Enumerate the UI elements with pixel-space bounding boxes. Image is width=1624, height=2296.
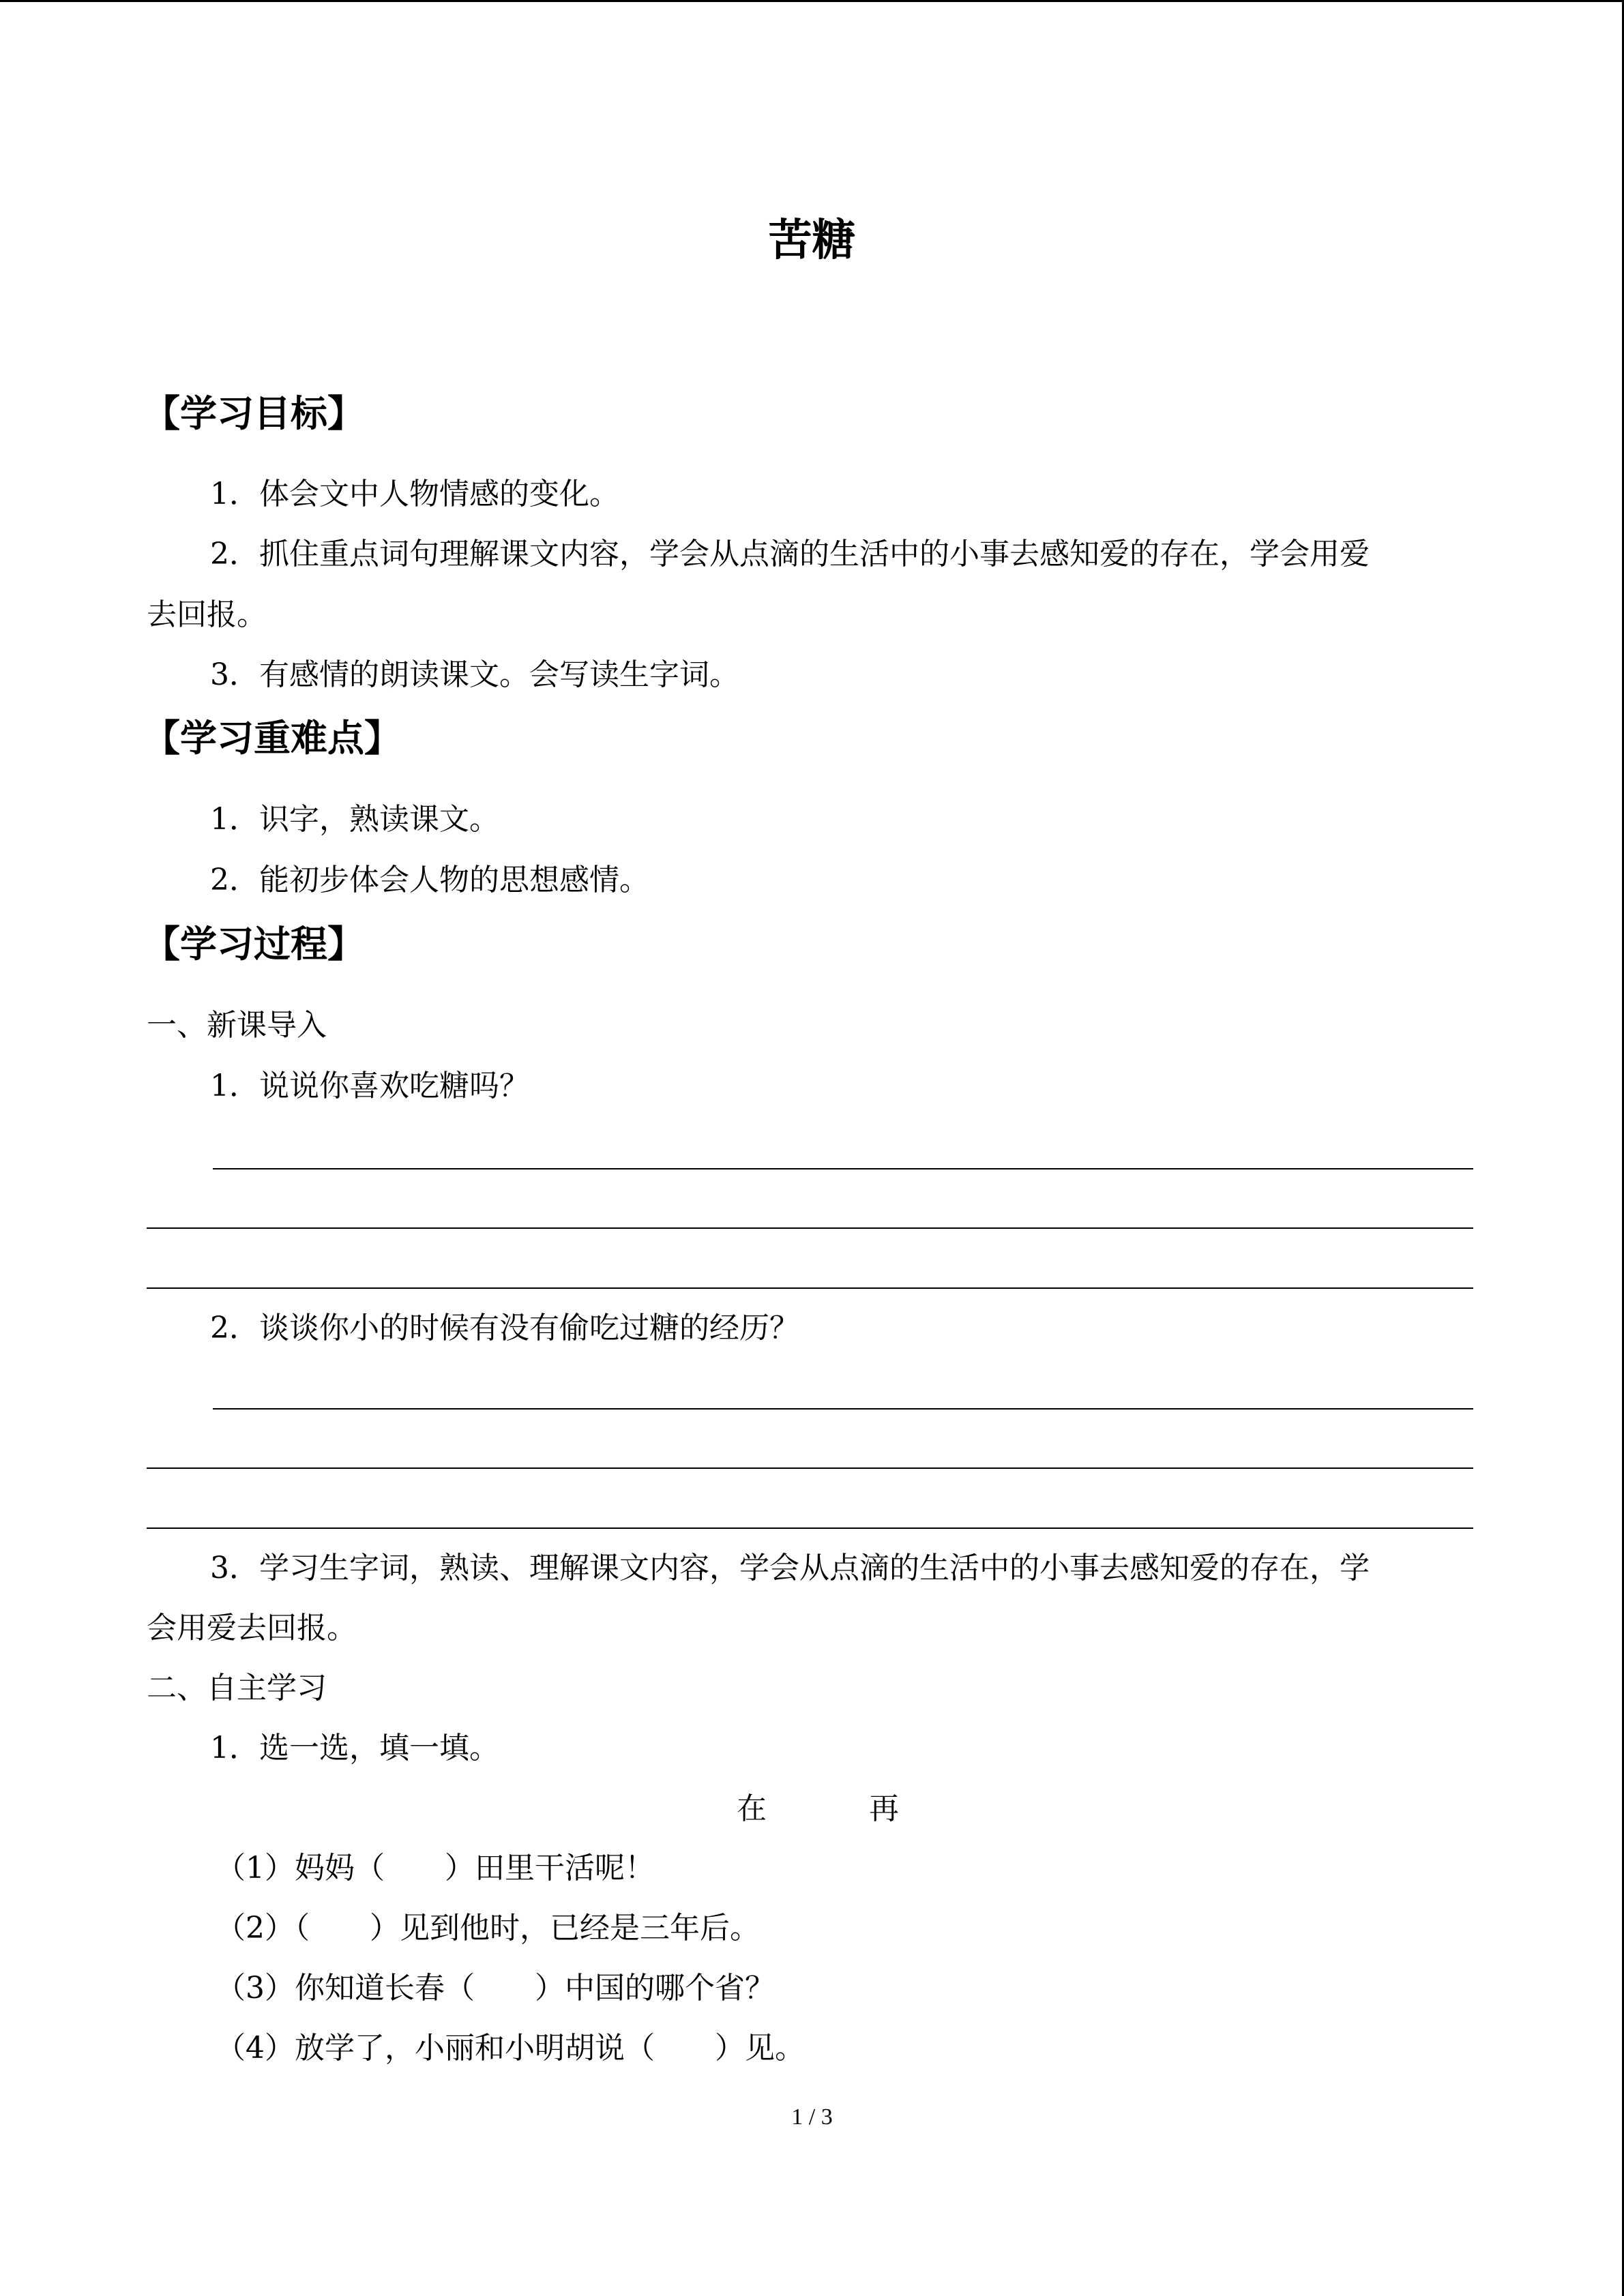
goal-item-1: 1．体会文中人物情感的变化。	[210, 477, 619, 511]
answer-line[interactable]	[147, 1527, 1473, 1529]
answer-line[interactable]	[147, 1287, 1473, 1289]
section-heading-process: 【学习过程】	[143, 923, 364, 966]
task-1: 1．选一选，填一填。	[210, 1731, 499, 1765]
process-part1-heading: 一、新课导入	[147, 1008, 327, 1043]
goal-item-3: 3．有感情的朗读课文。会写读生字词。	[210, 657, 739, 692]
answer-line[interactable]	[213, 1408, 1473, 1410]
fill-blank-sentence-2: （2）（ ）见到他时，已经是三年后。	[216, 1911, 760, 1945]
question-1: 1．说说你喜欢吃糖吗？	[210, 1069, 529, 1103]
page-number: 1 / 3	[791, 2104, 833, 2130]
process-part2-heading: 二、自主学习	[147, 1671, 327, 1705]
key-point-item-1: 1．识字，熟读课文。	[210, 802, 499, 837]
goal-item-2-continuation: 去回报。	[147, 597, 267, 632]
question-3-continuation: 会用爱去回报。	[147, 1611, 357, 1645]
fill-blank-sentence-3: （3）你知道长春（ ）中国的哪个省？	[216, 1971, 775, 2006]
word-choice: 在	[737, 1791, 767, 1826]
page-top-border	[0, 0, 1624, 2]
fill-blank-sentence-1: （1）妈妈（ ）田里干活呢！	[216, 1851, 655, 1885]
word-choice: 再	[869, 1791, 899, 1826]
section-heading-goals: 【学习目标】	[143, 392, 364, 435]
section-heading-key-points: 【学习重难点】	[143, 717, 401, 760]
page-title: 苦糖	[768, 215, 856, 266]
answer-line[interactable]	[147, 1467, 1473, 1469]
goal-item-2: 2．抓住重点词句理解课文内容，学会从点滴的生活中的小事去感知爱的存在，学会用爱	[210, 537, 1370, 571]
question-3: 3．学习生字词，熟读、理解课文内容，学会从点滴的生活中的小事去感知爱的存在，学	[210, 1551, 1370, 1585]
answer-line[interactable]	[213, 1168, 1473, 1169]
key-point-item-2: 2．能初步体会人物的思想感情。	[210, 863, 649, 897]
fill-blank-sentence-4: （4）放学了，小丽和小明胡说（ ）见。	[216, 2031, 805, 2066]
answer-line[interactable]	[147, 1227, 1473, 1229]
question-2: 2．谈谈你小的时候有没有偷吃过糖的经历？	[210, 1311, 799, 1345]
word-choices	[737, 1789, 899, 1830]
